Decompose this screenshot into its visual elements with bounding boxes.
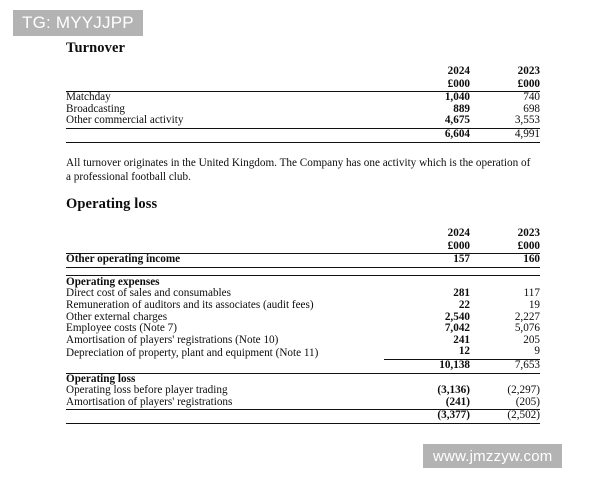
table-row xyxy=(66,346,540,359)
row-value-2023: (205) xyxy=(470,397,540,410)
row-value-2024: 1,040 xyxy=(444,91,470,104)
row-label: Other operating income xyxy=(66,254,384,268)
row-label: Direct cost of sales and consumables xyxy=(66,287,231,300)
row-value-2023: 205 xyxy=(523,333,540,346)
table-row xyxy=(66,323,540,335)
row-label: Employee costs (Note 7) xyxy=(66,322,177,335)
row-value-2024: 241 xyxy=(453,333,470,346)
row-value-2023: 698 xyxy=(523,102,540,115)
operating-loss-table xyxy=(66,228,540,424)
column-header-unit-2024: £000 xyxy=(384,241,470,254)
row-value-2024: 4,675 xyxy=(384,115,470,128)
row-label: Other external charges xyxy=(66,310,168,323)
table-total-row xyxy=(66,128,540,142)
row-label: Other commercial activity xyxy=(66,115,384,128)
row-value-2024: 889 xyxy=(453,102,470,115)
row-value-2023: (2,297) xyxy=(507,384,540,397)
row-value-2023: 19 xyxy=(528,298,540,311)
row-value-2023: 740 xyxy=(523,91,540,104)
table-header-years xyxy=(66,66,540,79)
row-value-2024: 7,042 xyxy=(444,322,470,335)
operating-loss-total-row xyxy=(66,410,540,424)
watermark-badge-top: TG: MYYJJPP xyxy=(13,10,143,36)
row-value-2023: 160 xyxy=(470,254,540,268)
column-header-unit-2023: £000 xyxy=(470,241,540,254)
row-value-2023: 5,076 xyxy=(514,322,540,335)
turnover-note-paragraph: All turnover originates in the United Kingdom. The Company has one activity which is the operation of a professional football club. xyxy=(66,157,531,183)
column-header-unit-2024: £000 xyxy=(384,79,470,92)
subheader-label: Operating expenses xyxy=(66,275,384,288)
row-value-2024: (3,136) xyxy=(437,384,470,397)
total-value-2023: 7,653 xyxy=(470,359,540,373)
table-header-years xyxy=(66,228,540,241)
table-row xyxy=(66,92,540,104)
table-header-units xyxy=(66,241,540,254)
table-row xyxy=(66,115,540,128)
total-value-2024: 10,138 xyxy=(384,359,470,373)
turnover-table xyxy=(66,66,540,143)
column-header-year-2023: 2023 xyxy=(517,227,540,239)
column-header-year-2024: 2024 xyxy=(447,227,470,239)
row-value-2023: 9 xyxy=(470,346,540,359)
table-row xyxy=(66,300,540,312)
row-label: Remuneration of auditors and its associates (audit fees) xyxy=(66,298,314,311)
row-label: Operating loss before player trading xyxy=(66,384,228,397)
column-header-label xyxy=(66,228,384,241)
row-value-2024: 2,540 xyxy=(444,310,470,323)
table-row xyxy=(66,397,540,410)
total-value-2024: (3,377) xyxy=(384,410,470,424)
row-label: Broadcasting xyxy=(66,102,126,115)
table-spacer xyxy=(66,267,540,275)
column-header-unit-2023: £000 xyxy=(470,79,540,92)
page-title-turnover: Turnover xyxy=(66,40,126,56)
subheader-label: Operating loss xyxy=(66,372,136,385)
total-label xyxy=(66,410,384,424)
column-header-label xyxy=(66,66,384,79)
watermark-badge-bottom: www.jmzzyw.com xyxy=(423,444,562,468)
column-header-unit-label xyxy=(66,241,384,254)
column-header-unit-label xyxy=(66,79,384,92)
expenses-total-row xyxy=(66,359,540,373)
row-value-2023: 2,227 xyxy=(514,310,540,323)
row-label: Depreciation of property, plant and equipment (Note 11) xyxy=(66,346,319,359)
total-value-2024: 6,604 xyxy=(384,128,470,142)
total-value-2023: 4,991 xyxy=(470,128,540,142)
row-value-2024: 22 xyxy=(458,298,470,311)
row-value-2024: (241) xyxy=(384,397,470,410)
row-value-2024: 281 xyxy=(453,287,470,300)
total-label xyxy=(66,128,384,142)
row-value-2024: 12 xyxy=(384,346,470,359)
row-value-2023: 3,553 xyxy=(470,115,540,128)
row-value-2024: 157 xyxy=(384,254,470,268)
total-value-2023: (2,502) xyxy=(470,410,540,424)
table-header-units xyxy=(66,79,540,92)
row-value-2023: 117 xyxy=(523,287,540,300)
column-header-year-2024: 2024 xyxy=(447,65,470,77)
other-operating-income-row xyxy=(66,254,540,268)
row-label: Matchday xyxy=(66,91,111,104)
table-row xyxy=(66,385,540,397)
column-header-year-2023: 2023 xyxy=(517,65,540,77)
total-label xyxy=(66,359,384,373)
page-title-operating-loss: Operating loss xyxy=(66,196,158,212)
row-label: Amortisation of players' registrations xyxy=(66,397,384,410)
row-label: Amortisation of players' registrations (Note 10) xyxy=(66,333,279,346)
